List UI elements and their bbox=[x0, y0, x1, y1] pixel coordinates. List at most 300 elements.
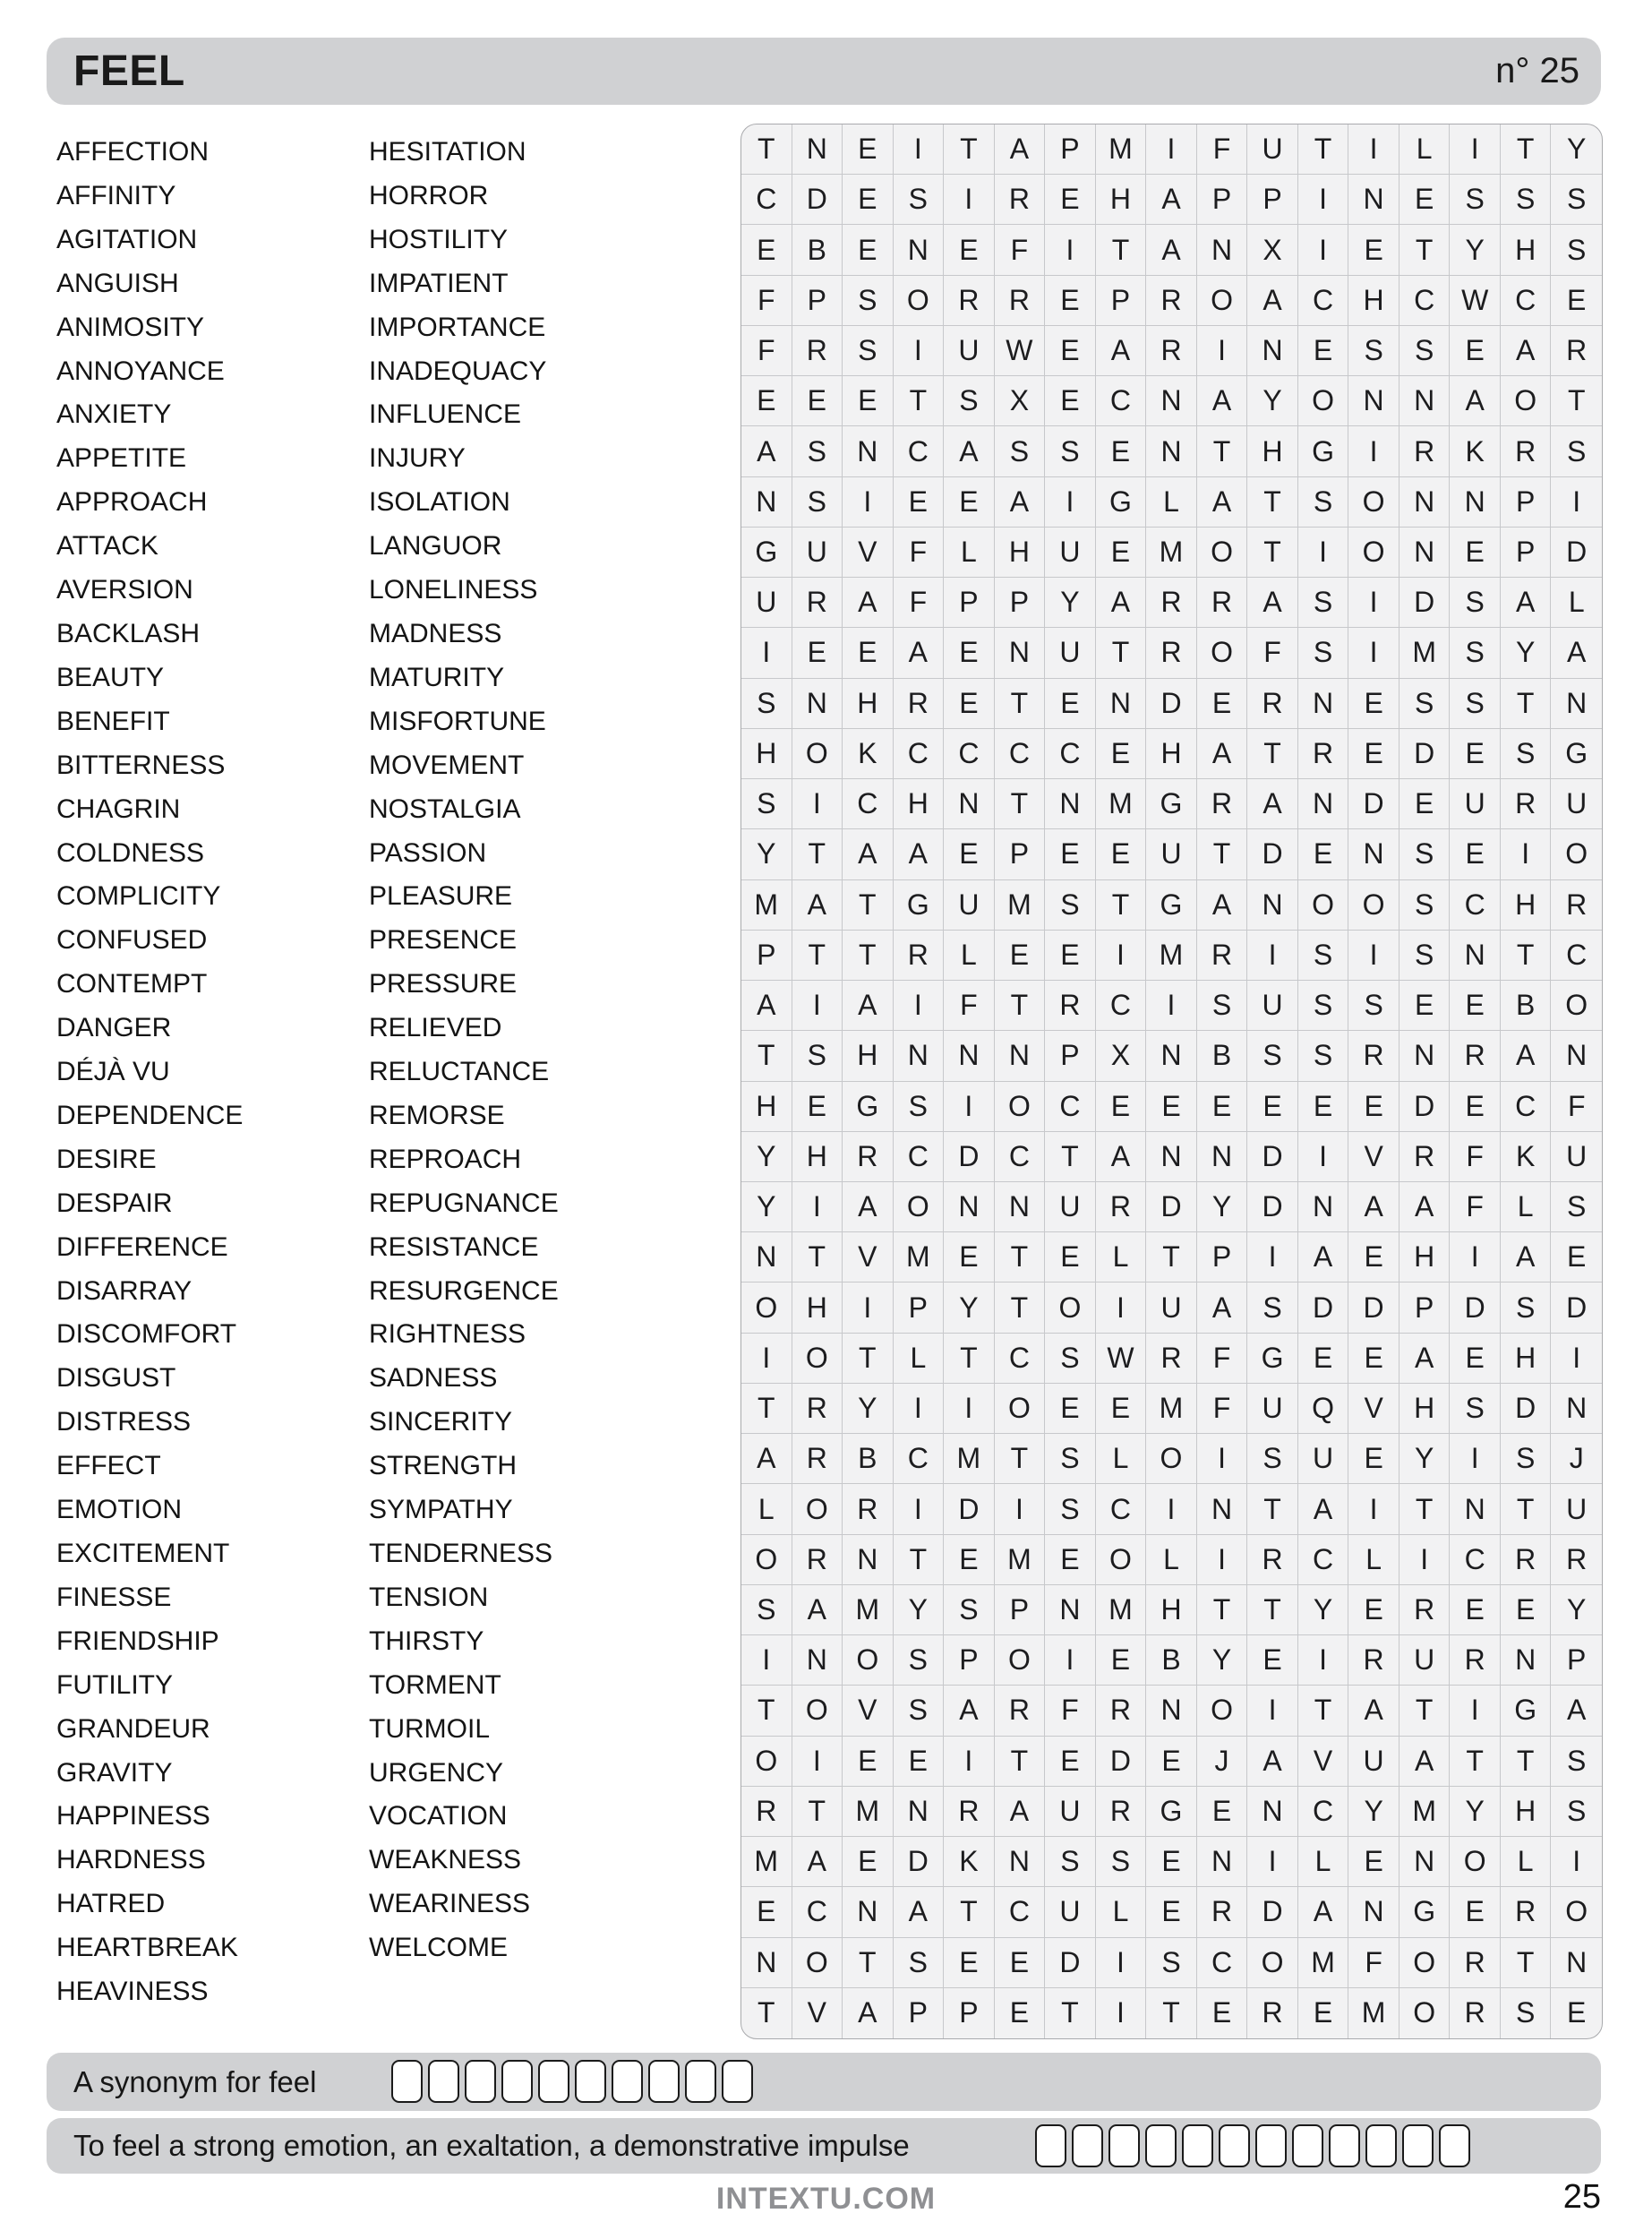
grid-cell: M bbox=[894, 1232, 945, 1282]
grid-cell: T bbox=[1197, 1585, 1248, 1635]
grid-cell: U bbox=[1348, 1737, 1399, 1787]
grid-cell: I bbox=[1551, 1334, 1602, 1384]
word-item: AGITATION bbox=[56, 224, 198, 254]
grid-cell: E bbox=[1348, 679, 1399, 729]
grid-cell: R bbox=[1501, 426, 1552, 476]
grid-cell: G bbox=[1247, 1334, 1298, 1384]
grid-cell: N bbox=[1551, 1031, 1602, 1081]
grid-cell: E bbox=[1348, 1082, 1399, 1132]
word-item: HOSTILITY bbox=[369, 224, 509, 254]
grid-cell: N bbox=[1197, 1484, 1248, 1534]
grid-cell: E bbox=[843, 175, 894, 225]
grid-cell: A bbox=[894, 1887, 945, 1937]
grid-cell: W bbox=[1450, 276, 1501, 326]
grid-cell: U bbox=[1247, 981, 1298, 1031]
grid-cell: V bbox=[1348, 1384, 1399, 1434]
grid-cell: T bbox=[741, 1988, 792, 2038]
grid-cell: N bbox=[1146, 1686, 1197, 1736]
grid-cell: F bbox=[894, 528, 945, 578]
grid-cell: S bbox=[792, 477, 843, 528]
grid-cell: N bbox=[995, 1182, 1046, 1232]
grid-cell: E bbox=[1045, 1535, 1096, 1585]
grid-cell: U bbox=[1045, 628, 1096, 678]
grid-cell: H bbox=[741, 729, 792, 779]
grid-cell: E bbox=[995, 1988, 1046, 2038]
grid-cell: S bbox=[1045, 1434, 1096, 1484]
grid-cell: A bbox=[1399, 1334, 1451, 1384]
word-item: ISOLATION bbox=[369, 487, 510, 518]
grid-cell: T bbox=[1450, 1737, 1501, 1787]
grid-cell: M bbox=[944, 1434, 995, 1484]
grid-cell: T bbox=[1501, 1737, 1552, 1787]
grid-cell: N bbox=[1551, 1384, 1602, 1434]
grid-cell: S bbox=[792, 1031, 843, 1081]
answer-box bbox=[1402, 2124, 1434, 2167]
grid-cell: S bbox=[1045, 1837, 1096, 1887]
grid-cell: N bbox=[944, 1182, 995, 1232]
word-item: HORROR bbox=[369, 180, 489, 210]
grid-cell: O bbox=[1197, 276, 1248, 326]
grid-cell: M bbox=[1399, 1787, 1451, 1837]
grid-cell: T bbox=[1247, 528, 1298, 578]
grid-cell: O bbox=[792, 1938, 843, 1988]
grid-cell: C bbox=[1096, 1484, 1147, 1534]
grid-cell: O bbox=[741, 1282, 792, 1333]
grid-cell: F bbox=[1551, 1082, 1602, 1132]
grid-cell: P bbox=[995, 1585, 1046, 1635]
grid-cell: O bbox=[1045, 1282, 1096, 1333]
grid-cell: T bbox=[1298, 124, 1349, 175]
grid-cell: Y bbox=[894, 1585, 945, 1635]
grid-cell: F bbox=[1348, 1938, 1399, 1988]
grid-cell: A bbox=[1298, 1232, 1349, 1282]
grid-cell: L bbox=[1501, 1837, 1552, 1887]
word-item: AFFINITY bbox=[56, 180, 176, 210]
grid-cell: I bbox=[1146, 1484, 1197, 1534]
grid-cell: A bbox=[1501, 578, 1552, 628]
grid-cell: O bbox=[1450, 1837, 1501, 1887]
grid-cell: F bbox=[1247, 628, 1298, 678]
grid-cell: N bbox=[1551, 1938, 1602, 1988]
grid-cell: E bbox=[1197, 1988, 1248, 2038]
word-item: PRESENCE bbox=[369, 925, 518, 956]
grid-cell: E bbox=[1045, 376, 1096, 426]
grid-cell: M bbox=[1096, 779, 1147, 829]
grid-cell: I bbox=[1551, 477, 1602, 528]
grid-cell: C bbox=[894, 1434, 945, 1484]
grid-cell: A bbox=[1501, 1232, 1552, 1282]
grid-cell: R bbox=[1450, 1938, 1501, 1988]
grid-cell: A bbox=[843, 981, 894, 1031]
word-item: EFFECT bbox=[56, 1451, 161, 1481]
word-item: DISCOMFORT bbox=[56, 1319, 237, 1350]
grid-cell: S bbox=[1551, 1737, 1602, 1787]
word-item: DESIRE bbox=[56, 1144, 157, 1174]
grid-cell: E bbox=[1348, 1232, 1399, 1282]
grid-cell: Y bbox=[1551, 124, 1602, 175]
grid-cell: T bbox=[792, 931, 843, 981]
grid-cell: S bbox=[1045, 1484, 1096, 1534]
grid-cell: D bbox=[792, 175, 843, 225]
word-item: LONELINESS bbox=[369, 575, 538, 605]
grid-cell: E bbox=[1298, 829, 1349, 879]
grid-cell: E bbox=[995, 1938, 1046, 1988]
grid-cell: I bbox=[1298, 528, 1349, 578]
grid-cell: E bbox=[1298, 1082, 1349, 1132]
grid-cell: S bbox=[995, 426, 1046, 476]
word-item: BEAUTY bbox=[56, 662, 165, 692]
grid-cell: A bbox=[1197, 880, 1248, 931]
grid-cell: R bbox=[1096, 1686, 1147, 1736]
grid-cell: E bbox=[843, 225, 894, 275]
grid-cell: E bbox=[1298, 1334, 1349, 1384]
grid-cell: A bbox=[1096, 326, 1147, 376]
grid-cell: I bbox=[1298, 175, 1349, 225]
grid-cell: E bbox=[843, 1837, 894, 1887]
grid-cell: S bbox=[1450, 175, 1501, 225]
grid-cell: M bbox=[1348, 1988, 1399, 2038]
grid-cell: S bbox=[1045, 426, 1096, 476]
grid-cell: E bbox=[944, 1535, 995, 1585]
grid-cell: I bbox=[1146, 981, 1197, 1031]
grid-cell: D bbox=[1146, 679, 1197, 729]
grid-cell: A bbox=[741, 426, 792, 476]
grid-cell: V bbox=[1298, 1737, 1349, 1787]
grid-cell: S bbox=[1298, 981, 1349, 1031]
word-item: HATRED bbox=[56, 1889, 166, 1919]
word-item: VOCATION bbox=[369, 1801, 508, 1832]
grid-cell: L bbox=[1298, 1837, 1349, 1887]
word-item: CONFUSED bbox=[56, 925, 208, 956]
grid-cell: Q bbox=[1298, 1384, 1349, 1434]
grid-cell: I bbox=[1298, 1132, 1349, 1182]
word-item: DESPAIR bbox=[56, 1188, 173, 1218]
grid-cell: S bbox=[894, 1082, 945, 1132]
grid-cell: S bbox=[1450, 679, 1501, 729]
word-item: RIGHTNESS bbox=[369, 1319, 526, 1350]
grid-cell: G bbox=[1146, 880, 1197, 931]
grid-cell: A bbox=[1146, 225, 1197, 275]
grid-cell: R bbox=[792, 1384, 843, 1434]
grid-cell: N bbox=[894, 225, 945, 275]
grid-cell: T bbox=[995, 981, 1046, 1031]
clue-text: A synonym for feel bbox=[73, 2064, 317, 2098]
answer-box bbox=[1145, 2124, 1177, 2167]
grid-cell: S bbox=[1399, 880, 1451, 931]
word-list-column-2 bbox=[369, 131, 559, 1970]
word-item: CHAGRIN bbox=[56, 794, 181, 824]
grid-cell: C bbox=[1298, 1535, 1349, 1585]
grid-cell: B bbox=[1197, 1031, 1248, 1081]
grid-cell: C bbox=[894, 729, 945, 779]
grid-cell: A bbox=[1551, 628, 1602, 678]
grid-cell: S bbox=[1450, 1384, 1501, 1434]
grid-cell: I bbox=[843, 477, 894, 528]
grid-cell: R bbox=[1551, 880, 1602, 931]
grid-cell: M bbox=[1096, 124, 1147, 175]
grid-cell: A bbox=[741, 981, 792, 1031]
grid-cell: T bbox=[843, 1938, 894, 1988]
grid-cell: F bbox=[894, 578, 945, 628]
grid-cell: A bbox=[1501, 326, 1552, 376]
grid-cell: R bbox=[1197, 1887, 1248, 1937]
grid-cell: O bbox=[1298, 880, 1349, 931]
grid-cell: A bbox=[995, 477, 1046, 528]
grid-cell: H bbox=[1399, 1384, 1451, 1434]
grid-cell: I bbox=[1096, 931, 1147, 981]
grid-cell: E bbox=[1348, 1585, 1399, 1635]
grid-cell: F bbox=[1197, 124, 1248, 175]
grid-cell: N bbox=[1399, 477, 1451, 528]
grid-cell: M bbox=[1096, 1585, 1147, 1635]
grid-cell: A bbox=[995, 124, 1046, 175]
grid-cell: O bbox=[741, 1737, 792, 1787]
answer-box bbox=[501, 2060, 533, 2103]
grid-cell: T bbox=[1247, 729, 1298, 779]
answer-box bbox=[1292, 2124, 1323, 2167]
grid-cell: I bbox=[944, 1082, 995, 1132]
grid-cell: U bbox=[1551, 1132, 1602, 1182]
grid-cell: I bbox=[894, 326, 945, 376]
word-item: HEAVINESS bbox=[56, 1977, 209, 2007]
grid-cell: D bbox=[1399, 1082, 1451, 1132]
grid-cell: R bbox=[944, 276, 995, 326]
grid-cell: G bbox=[894, 880, 945, 931]
grid-cell: S bbox=[1501, 1988, 1552, 2038]
word-list-column-1 bbox=[56, 131, 243, 2014]
grid-cell: C bbox=[995, 1887, 1046, 1937]
grid-cell: T bbox=[995, 1282, 1046, 1333]
grid-cell: C bbox=[944, 729, 995, 779]
grid-cell: N bbox=[843, 1887, 894, 1937]
word-item: TENDERNESS bbox=[369, 1539, 553, 1568]
grid-cell: O bbox=[1551, 1887, 1602, 1937]
clue-row-2 bbox=[47, 2118, 1601, 2174]
grid-cell: N bbox=[1450, 931, 1501, 981]
answer-box bbox=[722, 2060, 753, 2103]
grid-cell: N bbox=[843, 426, 894, 476]
grid-cell: S bbox=[1551, 1787, 1602, 1837]
grid-cell: O bbox=[1197, 1686, 1248, 1736]
word-item: NOSTALGIA bbox=[369, 794, 521, 824]
grid-cell: S bbox=[1399, 931, 1451, 981]
grid-cell: I bbox=[741, 628, 792, 678]
grid-cell: C bbox=[1045, 1082, 1096, 1132]
word-item: BITTERNESS bbox=[56, 750, 226, 780]
grid-cell: L bbox=[1096, 1434, 1147, 1484]
word-item: DISTRESS bbox=[56, 1407, 192, 1437]
grid-cell: S bbox=[741, 679, 792, 729]
word-item: DIFFERENCE bbox=[56, 1231, 228, 1262]
grid-cell: S bbox=[894, 1938, 945, 1988]
grid-cell: A bbox=[1298, 1887, 1349, 1937]
grid-cell: J bbox=[1551, 1434, 1602, 1484]
grid-cell: M bbox=[995, 880, 1046, 931]
grid-cell: P bbox=[995, 829, 1046, 879]
grid-cell: T bbox=[1247, 1585, 1298, 1635]
grid-cell: S bbox=[741, 1585, 792, 1635]
grid-cell: N bbox=[1096, 679, 1147, 729]
grid-cell: O bbox=[1348, 880, 1399, 931]
grid-cell: T bbox=[1247, 1484, 1298, 1534]
grid-cell: R bbox=[1450, 1635, 1501, 1686]
grid-cell: I bbox=[792, 981, 843, 1031]
grid-cell: P bbox=[1247, 175, 1298, 225]
grid-cell: S bbox=[843, 326, 894, 376]
grid-cell: L bbox=[1096, 1232, 1147, 1282]
grid-cell: T bbox=[944, 1334, 995, 1384]
grid-cell: E bbox=[944, 1938, 995, 1988]
grid-cell: E bbox=[1146, 1837, 1197, 1887]
grid-cell: O bbox=[1551, 829, 1602, 879]
grid-cell: R bbox=[1096, 1182, 1147, 1232]
grid-cell: M bbox=[843, 1585, 894, 1635]
grid-cell: I bbox=[1247, 1837, 1298, 1887]
grid-cell: G bbox=[1146, 1787, 1197, 1837]
grid-cell: L bbox=[1501, 1182, 1552, 1232]
grid-cell: A bbox=[894, 628, 945, 678]
grid-cell: O bbox=[1197, 628, 1248, 678]
grid-cell: S bbox=[1501, 175, 1552, 225]
grid-cell: U bbox=[1045, 1182, 1096, 1232]
grid-cell: A bbox=[1096, 578, 1147, 628]
grid-cell: R bbox=[1045, 981, 1096, 1031]
grid-cell: P bbox=[1501, 528, 1552, 578]
grid-cell: R bbox=[1146, 326, 1197, 376]
grid-cell: E bbox=[1096, 729, 1147, 779]
grid-cell: H bbox=[792, 1132, 843, 1182]
grid-cell: C bbox=[741, 175, 792, 225]
grid-cell: E bbox=[1348, 1837, 1399, 1887]
grid-cell: I bbox=[1146, 124, 1197, 175]
grid-cell: I bbox=[1450, 1232, 1501, 1282]
grid-cell: C bbox=[1551, 931, 1602, 981]
grid-cell: E bbox=[1450, 729, 1501, 779]
grid-cell: M bbox=[995, 1535, 1046, 1585]
grid-cell: H bbox=[1501, 225, 1552, 275]
grid-cell: S bbox=[1247, 1434, 1298, 1484]
grid-cell: I bbox=[1450, 1686, 1501, 1736]
grid-cell: T bbox=[792, 1232, 843, 1282]
grid-cell: N bbox=[843, 1535, 894, 1585]
grid-cell: A bbox=[894, 829, 945, 879]
grid-cell: E bbox=[1045, 931, 1096, 981]
word-item: HAPPINESS bbox=[56, 1801, 210, 1832]
grid-cell: M bbox=[1399, 628, 1451, 678]
grid-cell: N bbox=[792, 1635, 843, 1686]
grid-cell: F bbox=[741, 326, 792, 376]
grid-cell: E bbox=[1551, 276, 1602, 326]
grid-cell: R bbox=[1501, 1535, 1552, 1585]
grid-cell: T bbox=[741, 1384, 792, 1434]
grid-cell: D bbox=[944, 1484, 995, 1534]
grid-cell: T bbox=[894, 1535, 945, 1585]
grid-cell: T bbox=[1045, 1132, 1096, 1182]
answer-box bbox=[1182, 2124, 1213, 2167]
word-item: RESISTANCE bbox=[369, 1231, 539, 1262]
word-item: DÉJÀ VU bbox=[56, 1057, 170, 1087]
grid-cell: S bbox=[894, 1635, 945, 1686]
grid-cell: P bbox=[1501, 477, 1552, 528]
grid-cell: E bbox=[944, 477, 995, 528]
grid-cell: F bbox=[1045, 1686, 1096, 1736]
grid-cell: I bbox=[1197, 326, 1248, 376]
grid-cell: E bbox=[1450, 1334, 1501, 1384]
word-item: SYMPATHY bbox=[369, 1495, 513, 1525]
grid-cell: N bbox=[741, 1232, 792, 1282]
grid-cell: I bbox=[792, 1182, 843, 1232]
grid-cell: U bbox=[1247, 1384, 1298, 1434]
grid-cell: Y bbox=[1399, 1434, 1451, 1484]
header-bar bbox=[47, 38, 1601, 105]
grid-cell: V bbox=[843, 528, 894, 578]
grid-cell: E bbox=[1247, 1635, 1298, 1686]
grid-cell: H bbox=[1399, 1232, 1451, 1282]
grid-cell: I bbox=[1045, 477, 1096, 528]
grid-cell: P bbox=[944, 578, 995, 628]
word-item: FRIENDSHIP bbox=[56, 1626, 219, 1656]
grid-cell: P bbox=[995, 578, 1046, 628]
grid-cell: N bbox=[1247, 326, 1298, 376]
grid-cell: I bbox=[1551, 1837, 1602, 1887]
grid-cell: H bbox=[792, 1282, 843, 1333]
grid-cell: N bbox=[944, 779, 995, 829]
grid-cell: A bbox=[1298, 1484, 1349, 1534]
grid-cell: X bbox=[1247, 225, 1298, 275]
grid-cell: A bbox=[1197, 376, 1248, 426]
grid-cell: N bbox=[1298, 679, 1349, 729]
grid-cell: A bbox=[792, 880, 843, 931]
grid-cell: R bbox=[1247, 1535, 1298, 1585]
word-item: TURMOIL bbox=[369, 1713, 490, 1744]
grid-cell: E bbox=[1450, 1585, 1501, 1635]
grid-cell: S bbox=[1045, 1334, 1096, 1384]
grid-cell: S bbox=[1450, 578, 1501, 628]
grid-cell: Y bbox=[1450, 1787, 1501, 1837]
grid-cell: P bbox=[1197, 1232, 1248, 1282]
grid-cell: T bbox=[843, 931, 894, 981]
grid-cell: R bbox=[792, 1434, 843, 1484]
grid-cell: S bbox=[1551, 175, 1602, 225]
grid-cell: C bbox=[995, 1334, 1046, 1384]
word-item: WELCOME bbox=[369, 1933, 509, 1963]
grid-cell: F bbox=[1197, 1384, 1248, 1434]
grid-cell: U bbox=[1045, 528, 1096, 578]
grid-cell: N bbox=[1501, 1635, 1552, 1686]
grid-cell: B bbox=[843, 1434, 894, 1484]
grid-cell: N bbox=[1146, 1132, 1197, 1182]
grid-cell: A bbox=[944, 1686, 995, 1736]
grid-cell: A bbox=[1096, 1132, 1147, 1182]
grid-cell: D bbox=[1399, 729, 1451, 779]
answer-boxes bbox=[1035, 2124, 1470, 2167]
grid-cell: S bbox=[1501, 1282, 1552, 1333]
grid-cell: P bbox=[894, 1988, 945, 2038]
letter-grid bbox=[740, 124, 1603, 2039]
grid-cell: I bbox=[1045, 225, 1096, 275]
grid-cell: N bbox=[1146, 376, 1197, 426]
grid-cell: T bbox=[1146, 1988, 1197, 2038]
grid-cell: P bbox=[1045, 1031, 1096, 1081]
grid-cell: P bbox=[792, 276, 843, 326]
grid-cell: E bbox=[1501, 1585, 1552, 1635]
grid-cell: X bbox=[995, 376, 1046, 426]
word-item: EXCITEMENT bbox=[56, 1539, 230, 1568]
grid-cell: E bbox=[741, 1887, 792, 1937]
grid-cell: R bbox=[1399, 1585, 1451, 1635]
grid-cell: E bbox=[1045, 829, 1096, 879]
grid-cell: R bbox=[1247, 1988, 1298, 2038]
